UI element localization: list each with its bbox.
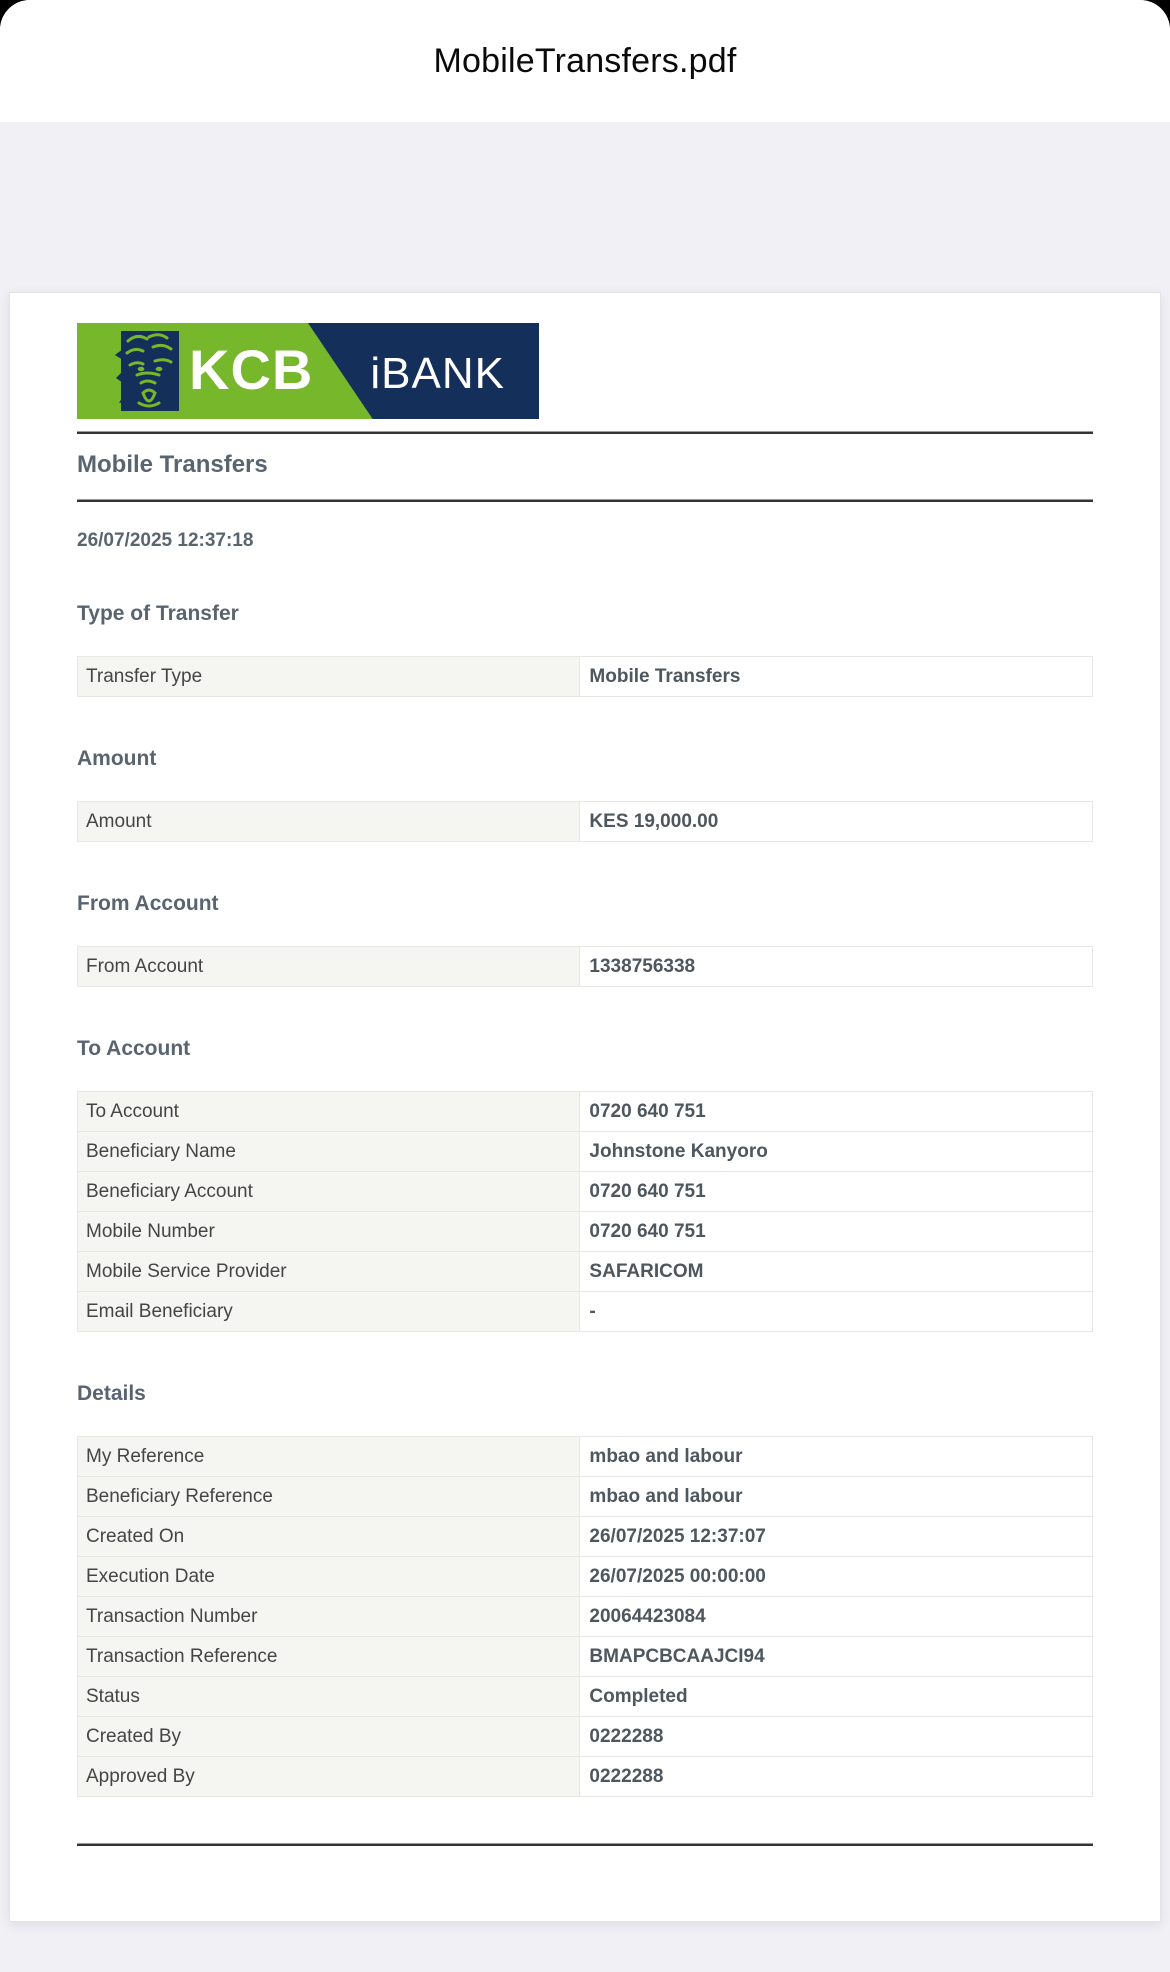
section-heading: Details xyxy=(77,1382,146,1405)
row-label: My Reference xyxy=(78,1437,580,1477)
key-value-table xyxy=(77,1091,1093,1332)
key-value-table xyxy=(77,946,1093,987)
row-value: mbao and labour xyxy=(580,1437,1093,1477)
row-label: Execution Date xyxy=(78,1557,580,1597)
table-row xyxy=(78,1172,1093,1212)
viewer-title: MobileTransfers.pdf xyxy=(433,41,737,80)
row-label: Beneficiary Reference xyxy=(78,1477,580,1517)
section-from-account xyxy=(77,892,1093,987)
row-label: Amount xyxy=(78,802,580,842)
table-row xyxy=(78,1637,1093,1677)
document-title: Mobile Transfers xyxy=(77,451,268,478)
table-row xyxy=(78,1212,1093,1252)
row-label: Mobile Number xyxy=(78,1212,580,1252)
row-label: Email Beneficiary xyxy=(78,1292,580,1332)
section-heading: To Account xyxy=(77,1037,191,1060)
row-label: From Account xyxy=(78,947,580,987)
row-label: Created On xyxy=(78,1517,580,1557)
row-value: 0222288 xyxy=(580,1757,1093,1797)
table-row xyxy=(78,657,1093,697)
table-row xyxy=(78,1517,1093,1557)
table-row xyxy=(78,1437,1093,1477)
row-value: KES 19,000.00 xyxy=(580,802,1093,842)
row-value: Completed xyxy=(580,1677,1093,1717)
table-row xyxy=(78,1292,1093,1332)
row-value: - xyxy=(580,1292,1093,1332)
key-value-table xyxy=(77,801,1093,842)
row-value: 0720 640 751 xyxy=(580,1212,1093,1252)
table-row xyxy=(78,1092,1093,1132)
section-heading: From Account xyxy=(77,892,219,915)
row-value: 1338756338 xyxy=(580,947,1093,987)
table-row xyxy=(78,1597,1093,1637)
key-value-table xyxy=(77,656,1093,697)
row-label: Status xyxy=(78,1677,580,1717)
table-row xyxy=(78,1132,1093,1172)
table-row xyxy=(78,1677,1093,1717)
section-type-of-transfer xyxy=(77,602,1093,697)
viewer-scroll-area[interactable] xyxy=(0,122,1170,1972)
table-row xyxy=(78,1477,1093,1517)
divider xyxy=(77,499,1093,502)
logo-brand-text: KCB xyxy=(189,338,314,401)
row-value: SAFARICOM xyxy=(580,1252,1093,1292)
row-value: BMAPCBCAAJCI94 xyxy=(580,1637,1093,1677)
table-row xyxy=(78,1717,1093,1757)
table-row xyxy=(78,802,1093,842)
row-label: Transaction Number xyxy=(78,1597,580,1637)
row-label: Approved By xyxy=(78,1757,580,1797)
row-value: mbao and labour xyxy=(580,1477,1093,1517)
section-amount xyxy=(77,747,1093,842)
sections-host xyxy=(77,602,1093,1797)
row-value: Mobile Transfers xyxy=(580,657,1093,697)
table-row xyxy=(78,1757,1093,1797)
document-timestamp: 26/07/2025 12:37:18 xyxy=(77,530,254,551)
row-value: 26/07/2025 12:37:07 xyxy=(580,1517,1093,1557)
kcb-lion-icon xyxy=(115,331,179,411)
row-value: 0222288 xyxy=(580,1717,1093,1757)
footer-divider xyxy=(77,1843,1093,1846)
table-row xyxy=(78,1557,1093,1597)
row-value: 20064423084 xyxy=(580,1597,1093,1637)
table-row xyxy=(78,1252,1093,1292)
section-heading: Type of Transfer xyxy=(77,602,239,625)
table-row xyxy=(78,947,1093,987)
row-value: 0720 640 751 xyxy=(580,1172,1093,1212)
pdf-page xyxy=(9,292,1161,1922)
kcb-ibank-logo xyxy=(77,323,539,419)
row-label: Transfer Type xyxy=(78,657,580,697)
row-label: Beneficiary Name xyxy=(78,1132,580,1172)
row-label: To Account xyxy=(78,1092,580,1132)
row-label: Mobile Service Provider xyxy=(78,1252,580,1292)
row-label: Created By xyxy=(78,1717,580,1757)
row-label: Beneficiary Account xyxy=(78,1172,580,1212)
row-value: 0720 640 751 xyxy=(580,1092,1093,1132)
row-label: Transaction Reference xyxy=(78,1637,580,1677)
section-heading: Amount xyxy=(77,747,157,770)
section-to-account xyxy=(77,1037,1093,1332)
key-value-table xyxy=(77,1436,1093,1797)
logo-product-text: iBANK xyxy=(370,349,505,398)
divider xyxy=(77,431,1093,434)
viewer-header xyxy=(0,0,1170,122)
section-details xyxy=(77,1382,1093,1797)
row-value: 26/07/2025 00:00:00 xyxy=(580,1557,1093,1597)
row-value: Johnstone Kanyoro xyxy=(580,1132,1093,1172)
